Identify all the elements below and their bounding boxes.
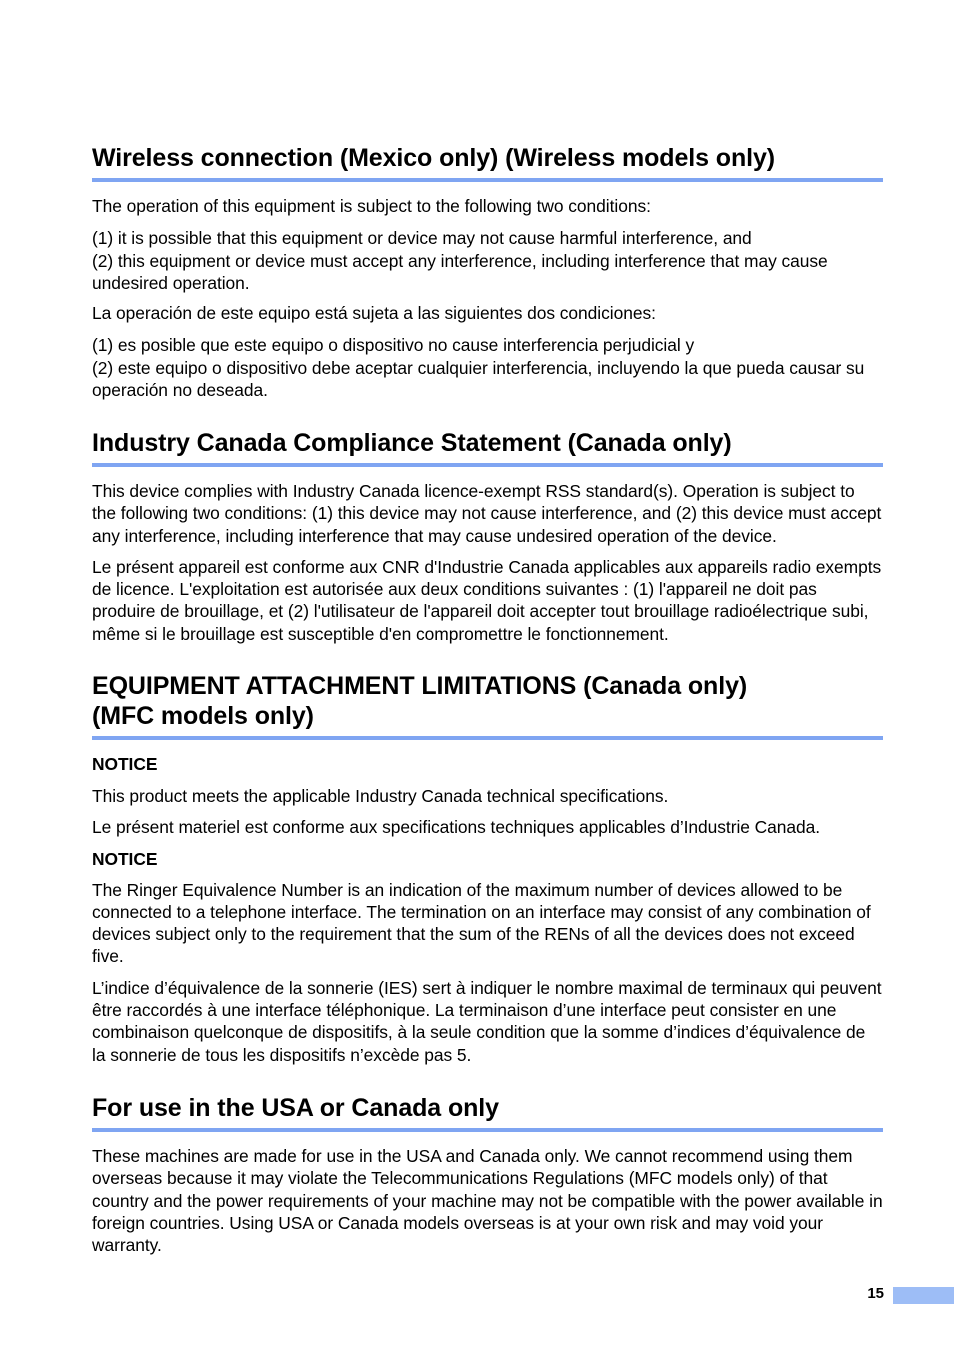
section-usa-canada-only: [92, 1093, 883, 1256]
heading-rule: [92, 1128, 883, 1132]
section-wireless-mexico: [92, 143, 883, 401]
page-number: 15: [867, 1285, 884, 1302]
section-equipment-attachment: [92, 671, 883, 1066]
paragraph: (2) this equipment or device must accept any interference, including interference that may cause undesired operation.: [92, 250, 828, 293]
paragraph: Le présent materiel est conforme aux specifications techniques applicables d’Industrie Canada.: [92, 817, 821, 838]
paragraph: These machines are made for use in the USA and Canada only. We cannot recommend using them overseas because it may violate the Telecommunications Regulations (MFC models only) of that country and the power requirements of your machine may not be compatible with the power available in foreign countries. Using USA or Canada models overseas is at your own risk and may void your warranty.: [92, 1146, 883, 1256]
paragraph: This device complies with Industry Canada licence-exempt RSS standard(s). Operation is subject to the following two conditions: (1) this device may not cause interference, and (2) this device must accept any interference, including interference that may cause undesired operation of the device.: [92, 481, 882, 546]
paragraph: L’indice d’équivalence de la sonnerie (IES) sert à indiquer le nombre maximal de terminaux qui peuvent être raccordés à une interface téléphonique. La terminaison d’une interface peut consister en une combinaison quelconque de dispositifs, à la seule condition que la somme d’indices d’équivalence de la sonnerie de tous les dispositifs n’excède pas 5.: [92, 977, 882, 1065]
section-heading: For use in the USA or Canada only: [92, 1094, 499, 1122]
heading-rule: [92, 178, 883, 182]
page-tab-marker: [893, 1287, 954, 1304]
paragraph: This product meets the applicable Industry Canada technical specifications.: [92, 786, 669, 806]
paragraph: (1) it is possible that this equipment or device may not cause harmful interference, and: [92, 228, 752, 249]
paragraph: La operación de este equipo está sujeta a las siguientes dos condiciones:: [92, 303, 656, 324]
paragraph: Le présent appareil est conforme aux CNR d'Industrie Canada applicables aux appareils radio exempts de licence. L'exploitation est autorisée aux deux conditions suivantes : (1) l'appareil ne doit pas produire de brouillage, et (2) l'utilisateur de l'appareil doit accepter tout brouillage radioélectrique subi, même si le brouillage est susceptible d'en compromettre le fonctionnement.: [92, 556, 882, 644]
notice-label: NOTICE: [92, 754, 158, 774]
heading-rule: [92, 463, 883, 467]
section-heading: Wireless connection (Mexico only) (Wireless models only): [92, 144, 775, 172]
section-heading: Industry Canada Compliance Statement (Canada only): [92, 429, 732, 457]
paragraph: (1) es posible que este equipo o dispositivo no cause interferencia perjudicial y: [92, 335, 695, 356]
section-heading: EQUIPMENT ATTACHMENT LIMITATIONS (Canada only): [92, 672, 748, 700]
paragraph: The Ringer Equivalence Number is an indication of the maximum number of devices allowed to be connected to a telephone interface. The termination on an interface may consist of any combination of devices subject only to the requirement that the sum of the RENs of all the devices does not exceed five.: [92, 879, 871, 967]
heading-rule: [92, 736, 883, 740]
notice-label: NOTICE: [92, 848, 158, 869]
paragraph: (2) este equipo o dispositivo debe aceptar cualquier interferencia, incluyendo la que pueda causar su operación no deseada.: [92, 357, 865, 401]
section-industry-canada: [92, 428, 883, 645]
section-heading-line2: (MFC models only): [92, 702, 314, 730]
paragraph: The operation of this equipment is subject to the following two conditions:: [92, 196, 651, 216]
